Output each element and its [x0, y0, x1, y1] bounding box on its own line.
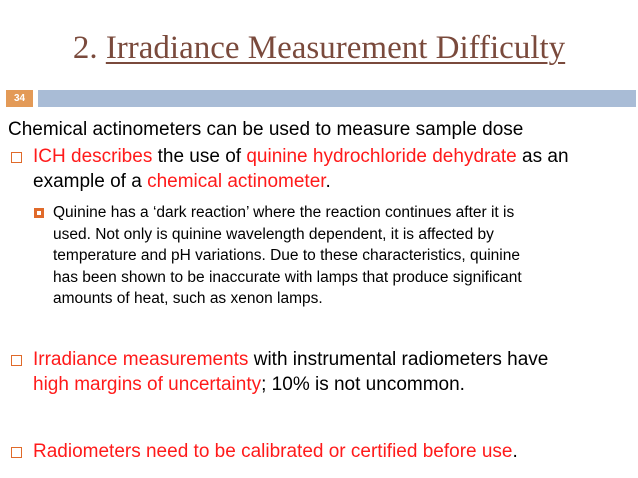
bullet-1-line-1: [33, 146, 569, 168]
square-bullet-icon: [11, 152, 22, 163]
sub-bullet-line-1: Quinine has a ‘dark reaction’ where the reaction continues after it is: [53, 204, 515, 221]
bullet-3-radiometers: Radiometers need to be calibrated or certified before use: [33, 441, 513, 462]
sub-bullet-line-3: temperature and pH variations. Due to these characteristics, quinine: [53, 247, 520, 264]
bullet-1-example: example of a: [33, 171, 148, 192]
square-bullet-icon: [11, 355, 22, 366]
header-divider-bar: [38, 90, 636, 107]
title-text: Irradiance Measurement Difficulty: [105, 30, 566, 66]
bullet-1-period: .: [325, 171, 331, 192]
square-bullet-icon: [11, 447, 22, 458]
bullet-2-text: with instrumental radiometers have: [248, 349, 549, 370]
slide-number-badge: 34: [6, 90, 33, 107]
sub-bullet-line-4: has been shown to be inaccurate with lamps that produce significant: [53, 268, 522, 286]
bullet-1-quinine: quinine hydrochloride dehydrate: [246, 146, 517, 167]
slide-title: [0, 30, 638, 67]
bullet-1-text: the use of: [152, 146, 247, 167]
bullet-1-actinometer: chemical actinometer: [147, 171, 326, 192]
sub-bullet-line-2: used. Not only is quinine wavelength dependent, it is affected by: [53, 225, 494, 243]
intro-paragraph: Chemical actinometers can be used to measure sample dose: [8, 119, 524, 140]
title-number: 2.: [72, 30, 98, 66]
filled-square-bullet-icon: [34, 208, 44, 218]
bullet-2-line-1: [33, 349, 548, 371]
bullet-1-text-end: as an: [516, 146, 569, 167]
bullet-2-line-2: [33, 374, 465, 396]
bullet-2-irradiance: Irradiance measurements: [33, 349, 249, 370]
bullet-2-text-end: ; 10% is not uncommon.: [261, 374, 465, 395]
bullet-1-ich: ICH describes: [33, 146, 153, 167]
bullet-3-line-1: [33, 441, 518, 463]
bullet-1-line-2: [33, 171, 331, 193]
bullet-2-uncertainty: high margins of uncertainty: [33, 374, 262, 395]
sub-bullet-line-5: amounts of heat, such as xenon lamps.: [53, 290, 323, 307]
bullet-3-period: .: [512, 441, 518, 462]
